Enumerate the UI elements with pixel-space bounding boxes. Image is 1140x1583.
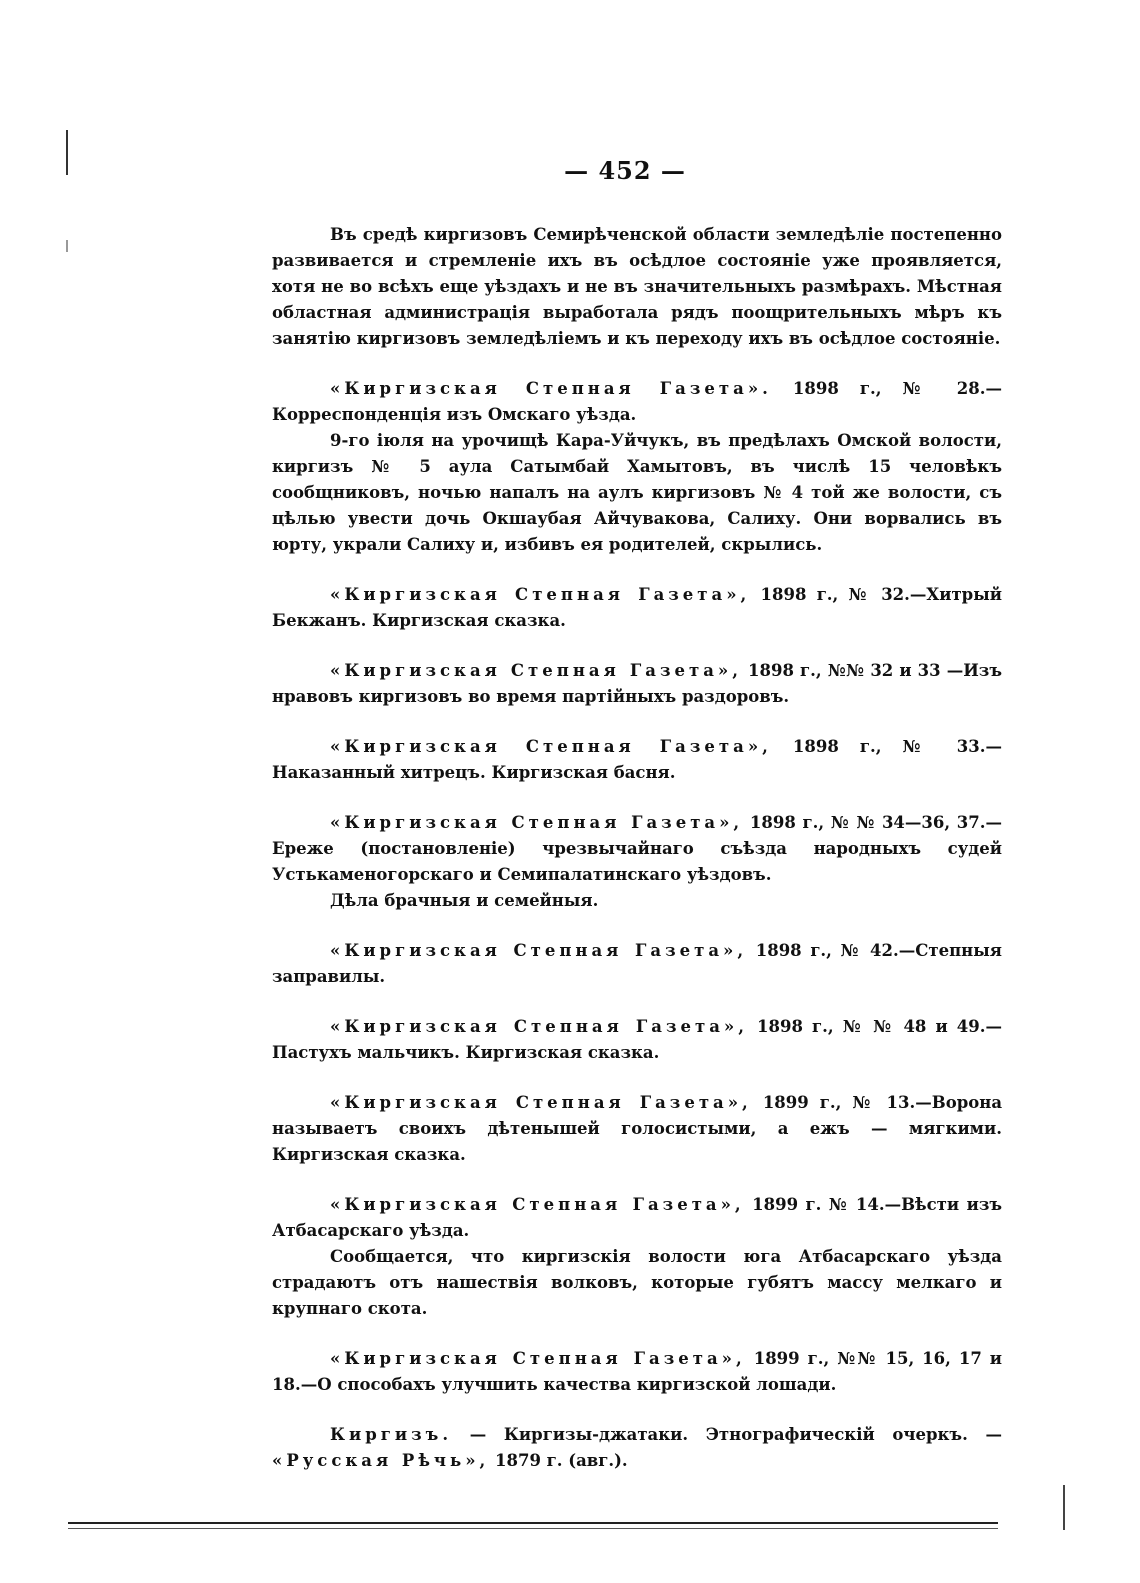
entry-source: «Киргизская Степная Газета», (330, 1093, 752, 1112)
entry-title: 1899 г., № 13.—Ворона называетъ своихъ дѣтенышей голосистыми, а ежъ — мягкими. Киргизская сказка. (272, 1093, 1003, 1164)
page-number: — 452 — (564, 156, 686, 185)
bibliography-list (272, 376, 1002, 1398)
entry-source: «Киргизская Степная Газета», (330, 1349, 746, 1368)
bottom-rule-secondary (68, 1528, 998, 1529)
bibliography-entry (272, 938, 1002, 990)
bibliography-entry (272, 734, 1002, 786)
bibliography-entry (272, 376, 1002, 428)
entry-source: «Киргизская Степная Газета», (330, 941, 748, 960)
final-date: 1879 г. (авг.). (489, 1451, 628, 1470)
intro-paragraph: Въ средѣ киргизовъ Семирѣченской области земледѣліе постепенно развивается и стремленіе ихъ въ осѣдлое состояніе уже проявляется, хотя не во всѣхъ еще уѣздахъ и не въ значительныхъ размѣрахъ. Мѣстная областная администрація выработала рядъ поощрительныхъ мѣръ къ занятію киргизовъ земледѣліемъ и къ переходу ихъ въ осѣдлое состояніе. (272, 225, 1002, 348)
entry-title: 1898 г., № 33.—Наказанный хитрецъ. Киргизская басня. (272, 737, 1002, 782)
entry-title: 1898 г., № 42.—Степныя заправилы. (272, 941, 1002, 986)
entry-source: «Киргизская Степная Газета», (330, 585, 751, 604)
entry-title: 1898 г., № № 34—36, 37.—Ереже (постановленіе) чрезвычайнаго съѣзда народныхъ судей Устькаменогорскаго и Семипалатинскаго уѣздовъ. (272, 813, 1003, 884)
page-body (272, 222, 1002, 1474)
entry-note: Сообщается, что киргизскія волости юга Атбасарскаго уѣзда страдаютъ отъ нашествія волковъ, которые губятъ массу мелкаго и крупнаго скота. (272, 1247, 1002, 1318)
bibliography-entry (272, 1014, 1002, 1066)
final-entry (272, 1422, 1002, 1474)
bibliography-entry (272, 658, 1002, 710)
bibliography-entry (272, 582, 1002, 634)
entry-note: 9-го іюля на урочищѣ Кара-Уйчукъ, въ предѣлахъ Омской волости, киргизъ № 5 аула Сатымбай Хамытовъ, въ числѣ 15 человѣкъ сообщниковъ, ночью напалъ на аулъ киргизовъ № 4 той же волости, съ цѣлью увести дочь Окшаубая Айчувакова, Салиху. Они ворвались въ юрту, украли Салиху и, избивъ ея родителей, скрылись. (272, 431, 1002, 554)
entry-source: «Киргизская Степная Газета», (330, 813, 744, 832)
entry-title: 1899 г., №№ 15, 16, 17 и 18.—О способахъ улучшить качества киргизской лошади. (272, 1349, 1003, 1394)
entry-source: «Киргизская Степная Газета», (330, 1195, 745, 1214)
bibliography-entry (272, 1090, 1002, 1168)
final-journal: «Русская Рѣчь», (272, 1451, 490, 1470)
bottom-rule (68, 1522, 998, 1524)
entry-title: 1899 г. № 14.—Вѣсти изъ Атбасарскаго уѣзда. (272, 1195, 1003, 1240)
entry-source: «Киргизская Степная Газета», (330, 737, 772, 756)
final-author: Киргизъ. (330, 1425, 453, 1444)
final-text: — Киргизы-джатаки. Этнографическій очеркъ. — (452, 1425, 1002, 1444)
entry-source: «Киргизская Степная Газета», (330, 1017, 748, 1036)
entry-title: 1898 г., № № 48 и 49.—Пастухъ мальчикъ. Киргизская сказка. (272, 1017, 1003, 1062)
entry-title: 1898 г., № 32.—Хитрый Бекжанъ. Киргизская сказка. (272, 585, 1002, 630)
entry-source: «Киргизская Степная Газета», (330, 661, 742, 680)
bibliography-entry (272, 1192, 1002, 1244)
entry-title: 1898 г., № 28.—Корреспонденція изъ Омскаго уѣзда. (272, 379, 1002, 424)
right-margin-mark (1063, 1485, 1065, 1530)
bibliography-entry (272, 1346, 1002, 1398)
bibliography-entry (272, 810, 1002, 888)
margin-mark-mid (66, 240, 68, 252)
entry-note: Дѣла брачныя и семейныя. (330, 891, 599, 910)
entry-source: «Киргизская Степная Газета». (330, 379, 772, 398)
entry-title: 1898 г., №№ 32 и 33 —Изъ нравовъ киргизовъ во время партійныхъ раздоровъ. (272, 661, 1002, 706)
